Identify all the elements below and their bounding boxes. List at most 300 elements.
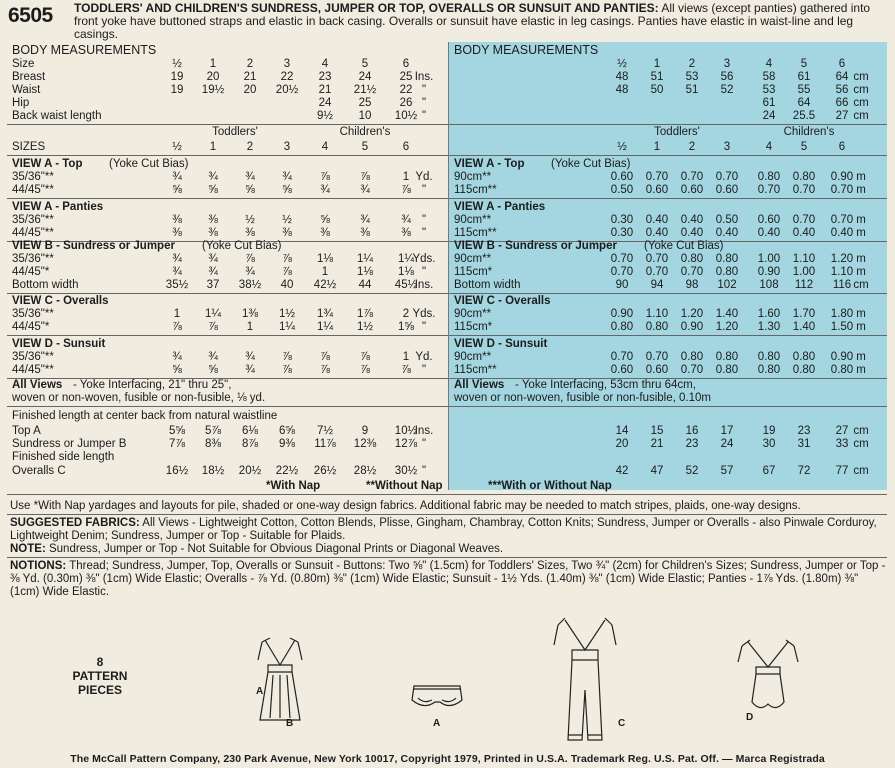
yardage-label: 35/36"** xyxy=(12,214,54,226)
panties-illustration xyxy=(410,680,465,715)
measurement-row xyxy=(449,71,887,84)
yardage-value: 44 xyxy=(358,279,372,291)
measurement-value: 53 xyxy=(685,71,699,83)
yardage-unit: m xyxy=(856,321,866,333)
yardage-unit: Yd. xyxy=(415,171,433,183)
side-length-value: 20½ xyxy=(238,465,262,477)
finished-length-value: 7½ xyxy=(317,425,333,437)
measurement-unit: cm xyxy=(853,97,869,109)
size-group-headers xyxy=(7,126,448,139)
yardage-value: 112 xyxy=(794,279,814,291)
body-measurements-title: BODY MEASUREMENTS xyxy=(12,43,157,57)
view-title: VIEW A - Top xyxy=(454,158,525,170)
finished-length-heading xyxy=(7,410,448,423)
sizes-label: SIZES xyxy=(12,141,46,153)
childrens-label: Children's xyxy=(339,126,391,138)
yardage-value: 0.70 xyxy=(680,171,704,183)
yardage-value: 1.40 xyxy=(715,308,739,320)
yardage-value: ⅞ xyxy=(208,321,218,333)
side-length-value: 67 xyxy=(762,465,776,477)
view-title: VIEW A - Panties xyxy=(12,201,104,213)
size-value: 3 xyxy=(723,141,731,153)
view-heading xyxy=(7,201,448,214)
finished-length-value: 17 xyxy=(720,425,734,437)
view-title: VIEW B - Sundress or Jumper xyxy=(12,240,175,252)
measurement-value: 23 xyxy=(318,71,332,83)
divider xyxy=(7,514,887,515)
measurement-unit: " xyxy=(421,84,427,96)
yardage-value: 0.40 xyxy=(645,227,669,239)
yardage-value: 0.70 xyxy=(610,266,634,278)
yardage-value: 0.90 xyxy=(757,266,781,278)
toddlers-label: Toddlers' xyxy=(654,126,700,138)
measurement-value: 61 xyxy=(797,71,811,83)
yardage-unit: " xyxy=(421,214,427,226)
yardage-value: 1.30 xyxy=(757,321,781,333)
yardage-value: 0.70 xyxy=(830,184,854,196)
view-note: (Yoke Cut Bias) xyxy=(202,240,282,252)
yardage-value: 0.80 xyxy=(792,351,816,363)
measurement-row xyxy=(7,110,448,123)
yardage-row xyxy=(449,253,887,266)
yardage-label: 90cm** xyxy=(454,351,492,363)
yardage-row xyxy=(7,227,448,240)
yardage-value: 0.70 xyxy=(680,364,704,376)
yardage-row xyxy=(449,308,887,321)
yardage-value: 0.70 xyxy=(715,171,739,183)
yardage-value: ⅞ xyxy=(320,171,330,183)
pattern-number: 6505 xyxy=(8,4,53,27)
finished-length-value: 27 xyxy=(835,425,849,437)
finished-length-title: Finished length at center back from natural waistline xyxy=(12,410,278,422)
yardage-label: 44/45"* xyxy=(12,321,50,333)
measurement-value: 21 xyxy=(318,84,332,96)
suggested-fabrics xyxy=(10,517,888,556)
view-letter-b: B xyxy=(286,718,294,729)
finished-length-value: 15 xyxy=(650,425,664,437)
yardage-value: ⅜ xyxy=(360,227,370,239)
measurement-value: 22 xyxy=(280,71,294,83)
yardage-value: 0.70 xyxy=(610,253,634,265)
yardage-value: ⅞ xyxy=(360,171,370,183)
body-measurements-heading xyxy=(449,44,887,57)
measurement-unit: cm xyxy=(853,71,869,83)
size-value: 6 xyxy=(838,58,846,70)
yardage-value: 1⅛ xyxy=(357,266,373,278)
measurement-unit: " xyxy=(421,97,427,109)
yardage-value: 0.80 xyxy=(757,171,781,183)
size-value: 5 xyxy=(800,58,808,70)
yardage-value: 0.90 xyxy=(610,308,634,320)
pattern-description-text: All views (except panties) gathered into front yoke have buttoned straps and elastic in back casing. Overalls or sunsuit have elastic in leg casings. Panties have elastic in waist-line and leg casings. xyxy=(74,1,871,41)
measurement-value: 21½ xyxy=(353,84,377,96)
yardage-value: ⅞ xyxy=(282,364,292,376)
section-divider xyxy=(7,124,448,125)
yardage-value: 0.90 xyxy=(830,171,854,183)
side-length-title: Finished side length xyxy=(12,451,115,463)
yardage-label: Bottom width xyxy=(12,279,79,291)
yardage-value: 0.60 xyxy=(680,184,704,196)
finished-length-value: 5⅞ xyxy=(205,425,221,437)
yardage-value: ¾ xyxy=(245,266,255,278)
suggested-fabrics-text: All Views - Lightweight Cotton, Cotton Blends, Plisse, Gingham, Chambray, Cotton Knits; Sundress, Jumper or Overalls - also Pinwale Corduroy, Lightweight Denim; Sundress, Jumper or Top - Suitable for Plaids. xyxy=(10,517,877,542)
yardage-value: 0.40 xyxy=(680,227,704,239)
yardage-value: ¾ xyxy=(208,351,218,363)
yardage-unit: m xyxy=(856,364,866,376)
all-views-title: All Views xyxy=(454,379,505,391)
size-value: 1 xyxy=(653,58,661,70)
yardage-value: 0.70 xyxy=(645,266,669,278)
finished-length-unit: cm xyxy=(853,425,869,437)
yardage-label: 90cm** xyxy=(454,214,492,226)
section-divider xyxy=(449,335,887,336)
size-value: 1 xyxy=(209,141,217,153)
sunsuit-illustration xyxy=(728,632,808,722)
finished-length-unit: cm xyxy=(853,438,869,450)
side-length-value: 30½ xyxy=(394,465,418,477)
yardage-label: 35/36"** xyxy=(12,351,54,363)
yardage-unit: " xyxy=(421,227,427,239)
yardage-value: 35½ xyxy=(165,279,189,291)
finished-length-row xyxy=(7,425,448,438)
size-value: 3 xyxy=(723,58,731,70)
yardage-value: 1¼ xyxy=(398,253,414,265)
yardage-label: 35/36"** xyxy=(12,253,54,265)
yardage-value: 0.70 xyxy=(830,214,854,226)
yardage-value: 1¼ xyxy=(357,253,373,265)
yardage-value: 1.80 xyxy=(830,308,854,320)
view-title: VIEW A - Top xyxy=(12,158,83,170)
yardage-label: 115cm** xyxy=(454,184,497,196)
view-heading xyxy=(449,338,887,351)
finished-length-value: 21 xyxy=(650,438,664,450)
measurement-label: Waist xyxy=(12,84,41,96)
yardage-value: 1⅞ xyxy=(357,308,373,320)
yardage-value: 1 xyxy=(402,171,410,183)
yardage-value: ⅜ xyxy=(282,227,292,239)
yardage-unit: m xyxy=(856,351,866,363)
view-note: (Yoke Cut Bias) xyxy=(109,158,189,170)
yardage-row xyxy=(449,171,887,184)
section-divider xyxy=(7,335,448,336)
view-title: VIEW C - Overalls xyxy=(12,295,109,307)
yardage-value: ¾ xyxy=(245,171,255,183)
yardage-value: 0.70 xyxy=(610,351,634,363)
size-row xyxy=(7,58,448,71)
view-heading xyxy=(7,240,448,253)
body-measurements-heading xyxy=(7,44,448,57)
yardage-unit: m xyxy=(856,253,866,265)
yardage-row xyxy=(7,171,448,184)
measurement-value: 20 xyxy=(206,71,220,83)
view-heading xyxy=(449,295,887,308)
finished-length-label: Sundress or Jumper B xyxy=(12,438,127,450)
yardage-value: ¾ xyxy=(245,364,255,376)
yardage-value: 0.80 xyxy=(715,253,739,265)
yardage-value: ⅜ xyxy=(172,214,182,226)
view-letter-d: D xyxy=(746,712,754,723)
measurement-value: 52 xyxy=(720,84,734,96)
yardage-value: 1.50 xyxy=(830,321,854,333)
view-title: VIEW C - Overalls xyxy=(454,295,551,307)
view-heading xyxy=(7,295,448,308)
note-text: Sundress, Jumper or Top - Not Suitable for Obvious Diagonal Prints or Diagonal Weaves. xyxy=(48,543,504,555)
view-title: VIEW A - Panties xyxy=(454,201,546,213)
yardage-value: 0.60 xyxy=(610,364,634,376)
toddlers-label: Toddlers' xyxy=(212,126,258,138)
yardage-value: 1.10 xyxy=(792,253,816,265)
section-divider xyxy=(449,293,887,294)
yardage-label: 90cm** xyxy=(454,308,492,320)
yardage-value: 1.20 xyxy=(830,253,854,265)
all-views-line1: - Yoke Interfacing, 53cm thru 64cm, xyxy=(515,379,696,391)
size-value: 2 xyxy=(246,141,254,153)
measurement-value: 24 xyxy=(358,71,372,83)
yardage-value: 0.80 xyxy=(680,253,704,265)
measurement-unit: Ins. xyxy=(414,71,434,83)
measurement-value: 61 xyxy=(762,97,776,109)
yardage-value: 1.40 xyxy=(792,321,816,333)
footer-copyright: The McCall Pattern Company, 230 Park Avenue, New York 10017, Copyright 1979, Printed in U.S.A. Trademark Reg. U.S. Pat. Off. — Marca Registrada xyxy=(70,753,825,765)
measurement-value: 26 xyxy=(399,97,413,109)
sizes-header-row xyxy=(449,141,887,154)
pattern-title: TODDLERS' AND CHILDREN'S SUNDRESS, JUMPER OR TOP, OVERALLS OR SUNSUIT AND PANTIES: xyxy=(74,1,659,15)
size-value: 5 xyxy=(361,141,369,153)
sundress-illustration xyxy=(240,630,320,730)
yardage-row xyxy=(449,214,887,227)
view-note: (Yoke Cut Bias) xyxy=(644,240,724,252)
yardage-value: 40 xyxy=(280,279,294,291)
yardage-value: 0.60 xyxy=(645,364,669,376)
yardage-label: 44/45"* xyxy=(12,266,50,278)
yardage-unit: " xyxy=(421,184,427,196)
yardage-value: 0.30 xyxy=(610,227,634,239)
overalls-illustration xyxy=(540,610,630,755)
yardage-value: 98 xyxy=(685,279,699,291)
measurement-value: 9½ xyxy=(317,110,333,122)
yardage-value: 0.70 xyxy=(645,171,669,183)
yardage-unit: Yds. xyxy=(412,308,436,320)
measurement-value: 25 xyxy=(358,97,372,109)
legend-without-nap: **Without Nap xyxy=(366,480,443,492)
yardage-value: 0.60 xyxy=(757,214,781,226)
size-value: 1 xyxy=(209,58,217,70)
side-length-value: 52 xyxy=(685,465,699,477)
yardage-value: 0.60 xyxy=(715,184,739,196)
yardage-value: 1.20 xyxy=(715,321,739,333)
pieces-line2: PIECES xyxy=(77,683,122,697)
view-heading xyxy=(7,338,448,351)
view-heading xyxy=(7,158,448,171)
finished-length-value: 11⅞ xyxy=(314,438,336,450)
side-length-value: 47 xyxy=(650,465,664,477)
finished-length-value: 14 xyxy=(615,425,629,437)
measurement-value: 24 xyxy=(762,110,776,122)
yardage-value: ¾ xyxy=(208,266,218,278)
yardage-value: 90 xyxy=(615,279,629,291)
pieces-line1: PATTERN xyxy=(72,669,128,683)
side-length-value: 22½ xyxy=(275,465,299,477)
measurement-value: 10 xyxy=(358,110,372,122)
yardage-label: 115cm* xyxy=(454,321,493,333)
measurement-value: 55 xyxy=(797,84,811,96)
yardage-label: 44/45"** xyxy=(12,227,54,239)
pattern-description xyxy=(74,2,889,41)
yardage-value: 0.40 xyxy=(830,227,854,239)
section-divider xyxy=(7,155,448,156)
measurement-value: 64 xyxy=(797,97,811,109)
all-views-row xyxy=(7,379,448,392)
measurement-value: 27 xyxy=(835,110,849,122)
finished-length-value: 23 xyxy=(685,438,699,450)
finished-length-label: Top A xyxy=(12,425,41,437)
yardage-unit: m xyxy=(856,266,866,278)
size-label: Size xyxy=(12,58,35,70)
measurement-value: 19 xyxy=(170,71,184,83)
yardage-row xyxy=(449,227,887,240)
yardage-value: ⅞ xyxy=(401,364,411,376)
yardage-value: 0.80 xyxy=(610,321,634,333)
yardage-value: ⅜ xyxy=(245,227,255,239)
yardage-value: ¾ xyxy=(282,171,292,183)
yardage-value: 0.50 xyxy=(610,184,634,196)
measurement-label: Breast xyxy=(12,71,46,83)
yardage-value: ⅝ xyxy=(245,184,255,196)
all-views-title: All Views xyxy=(12,379,63,391)
measurement-label: Back waist length xyxy=(12,110,102,122)
measurement-value: 19 xyxy=(170,84,184,96)
body-measurements-title: BODY MEASUREMENTS xyxy=(454,43,599,57)
measurement-value: 20½ xyxy=(275,84,299,96)
header xyxy=(0,0,895,44)
finished-length-value: 7⅞ xyxy=(169,438,185,450)
finished-length-value: 8⅞ xyxy=(242,438,258,450)
yardage-value: ⅞ xyxy=(320,351,330,363)
childrens-label: Children's xyxy=(783,126,835,138)
yardage-row xyxy=(449,184,887,197)
yardage-row xyxy=(7,308,448,321)
yardage-value: ⅞ xyxy=(282,351,292,363)
size-value: 4 xyxy=(765,58,773,70)
yardage-value: 1¼ xyxy=(205,308,221,320)
section-divider xyxy=(449,124,887,125)
metric-table xyxy=(449,42,887,490)
measurement-row xyxy=(449,97,887,110)
sizes-header-row xyxy=(7,141,448,154)
yardage-unit: m xyxy=(856,184,866,196)
finished-length-value: 9⅜ xyxy=(279,438,295,450)
side-length-value: 72 xyxy=(797,465,811,477)
measurement-value: 48 xyxy=(615,84,629,96)
side-length-value: 28½ xyxy=(353,465,377,477)
yardage-value: 116 xyxy=(832,279,852,291)
side-length-value: 16½ xyxy=(165,465,189,477)
yardage-value: 0.40 xyxy=(792,227,816,239)
measurement-value: 56 xyxy=(835,84,849,96)
yardage-value: ⅞ xyxy=(245,253,255,265)
yardage-row xyxy=(7,253,448,266)
view-letter-a-panties: A xyxy=(433,718,441,729)
section-divider xyxy=(7,293,448,294)
measurement-value: 56 xyxy=(720,71,734,83)
yardage-value: 1½ xyxy=(357,321,373,333)
size-value: 5 xyxy=(361,58,369,70)
notions-title: NOTIONS: xyxy=(10,560,67,572)
measurement-value: 58 xyxy=(762,71,776,83)
side-length-value: 18½ xyxy=(201,465,225,477)
yardage-unit: " xyxy=(421,321,427,333)
yardage-value: ⅞ xyxy=(401,184,411,196)
measurement-value: 21 xyxy=(243,71,257,83)
yardage-value: 1¼ xyxy=(279,321,295,333)
yardage-value: 1.00 xyxy=(792,266,816,278)
yardage-value: 0.80 xyxy=(830,364,854,376)
suggested-fabrics-title: SUGGESTED FABRICS: xyxy=(10,517,140,529)
section-divider xyxy=(449,406,887,407)
side-length-unit: " xyxy=(421,465,427,477)
size-value: 6 xyxy=(402,141,410,153)
yardage-value: 0.70 xyxy=(680,266,704,278)
measurement-row xyxy=(7,84,448,97)
finished-length-value: 8⅜ xyxy=(205,438,221,450)
yardage-value: 42½ xyxy=(313,279,337,291)
yardage-value: 1⅛ xyxy=(317,253,333,265)
yardage-unit: m xyxy=(856,308,866,320)
measurement-value: 64 xyxy=(835,71,849,83)
view-letter-c: C xyxy=(618,718,626,729)
yardage-value: 1¼ xyxy=(317,321,333,333)
yardage-value: 0.60 xyxy=(645,184,669,196)
side-length-value: 26½ xyxy=(313,465,337,477)
yardage-label: 35/36"** xyxy=(12,308,54,320)
measurement-value: 53 xyxy=(762,84,776,96)
yardage-value: 0.80 xyxy=(792,171,816,183)
divider xyxy=(7,557,887,558)
yardage-value: 1.70 xyxy=(792,308,816,320)
yardage-value: 1⅝ xyxy=(398,321,414,333)
yardage-value: 1.20 xyxy=(680,308,704,320)
yardage-value: 0.80 xyxy=(757,351,781,363)
finished-length-value: 31 xyxy=(797,438,811,450)
yardage-value: ½ xyxy=(282,214,292,226)
yardage-value: 0.80 xyxy=(792,364,816,376)
measurement-row xyxy=(7,71,448,84)
pieces-number: 8 xyxy=(96,655,104,669)
yardage-label: Bottom width xyxy=(454,279,521,291)
yardage-value: ⅜ xyxy=(401,227,411,239)
yardage-unit: m xyxy=(856,171,866,183)
side-length-value: 77 xyxy=(835,465,849,477)
size-row xyxy=(449,58,887,71)
measurement-value: 48 xyxy=(615,71,629,83)
yardage-value: ⅜ xyxy=(320,227,330,239)
size-value: 4 xyxy=(765,141,773,153)
note-title: NOTE: xyxy=(10,543,46,555)
yardage-value: ¾ xyxy=(172,253,182,265)
measurement-row xyxy=(449,110,887,123)
measurement-value: 22 xyxy=(399,84,413,96)
all-views-row xyxy=(449,379,887,392)
yardage-row xyxy=(449,321,887,334)
yardage-value: 0.40 xyxy=(680,214,704,226)
yardage-unit: Yd. xyxy=(415,351,433,363)
yardage-unit: Ins. xyxy=(414,279,434,291)
finished-length-value: 23 xyxy=(797,425,811,437)
yardage-row xyxy=(7,266,448,279)
yardage-unit: Yds. xyxy=(412,253,436,265)
measurement-unit: cm xyxy=(853,110,869,122)
finished-length-value: 12⅞ xyxy=(394,438,418,450)
